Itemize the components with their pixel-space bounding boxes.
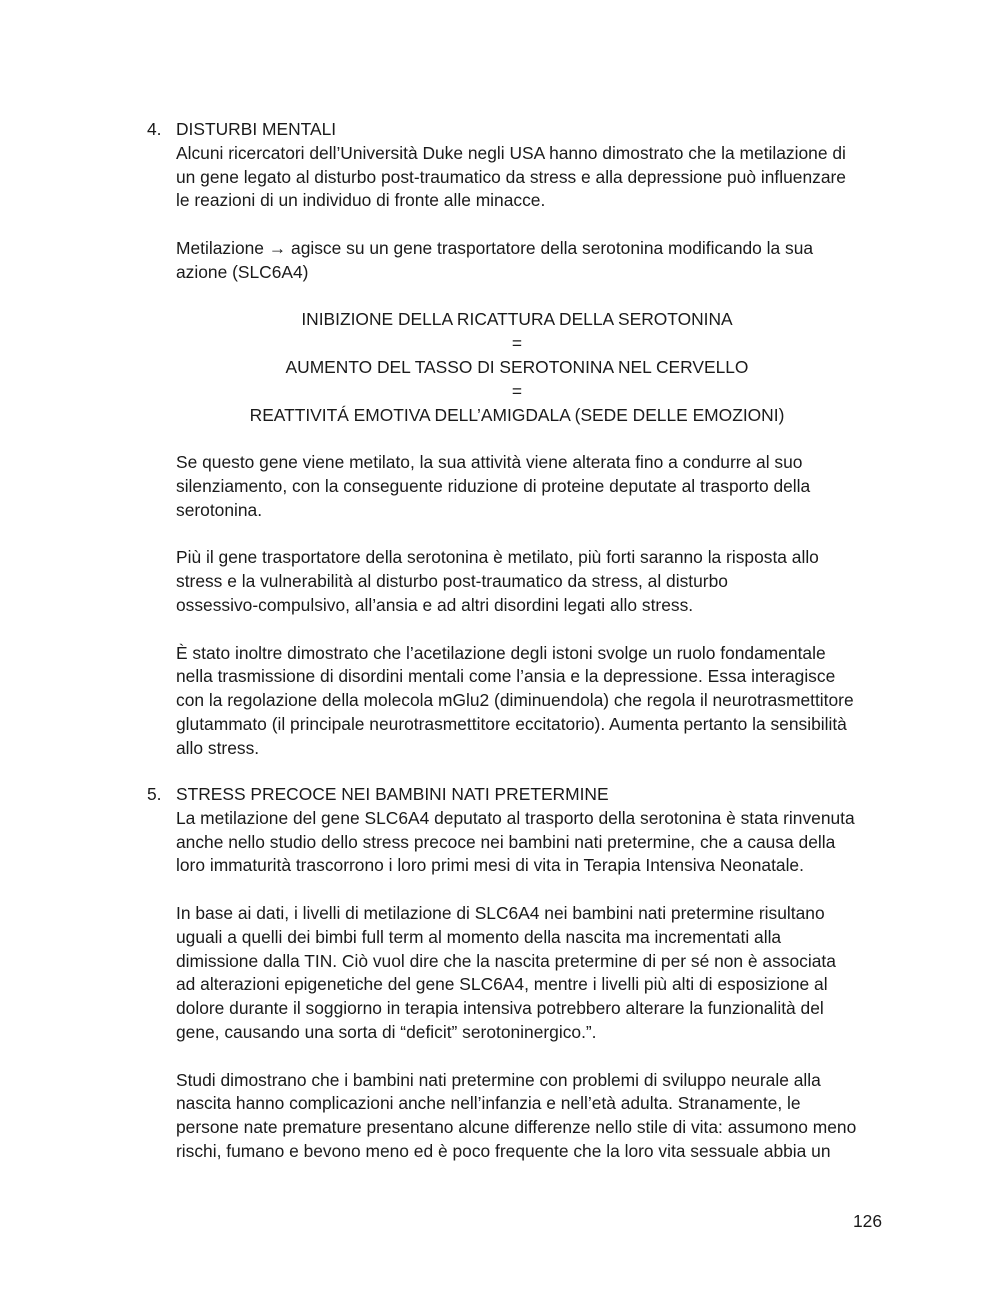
centered-equation-block bbox=[147, 308, 887, 427]
section-5 bbox=[147, 783, 887, 1164]
section-number: 5. bbox=[147, 784, 162, 804]
page-number: 126 bbox=[852, 1211, 882, 1231]
centered-line: REATTIVITÁ EMOTIVA DELL’AMIGDALA (SEDE DELLE EMOZIONI) bbox=[249, 404, 785, 425]
paragraph: Se questo gene viene metilato, la sua attività viene alterata fino a condurre al suo silenziamento, con la conseguente riduzione di proteine deputate al trasporto della serotonina. bbox=[176, 452, 811, 520]
section-heading: STRESS PRECOCE NEI BAMBINI NATI PRETERMINE bbox=[176, 784, 609, 804]
centered-line: INIBIZIONE DELLA RICATTURA DELLA SEROTONINA bbox=[301, 309, 733, 330]
paragraph: Metilazione → agisce su un gene trasportatore della serotonina modificando la sua azione (SLC6A4) bbox=[176, 237, 814, 282]
paragraph: Più il gene trasportatore della serotonina è metilato, più forti saranno la risposta allo stress e la vulnerabilità al disturbo post-traumatico da stress, al disturbo ossessivo-compulsivo, all’ansia e ad altri disordini legati allo stress. bbox=[176, 547, 819, 615]
centered-line: AUMENTO DEL TASSO DI SEROTONINA NEL CERVELLO bbox=[285, 356, 749, 377]
paragraph: La metilazione del gene SLC6A4 deputato al trasporto della serotonina è stata rinvenuta anche nello studio dello stress precoce nei bambini nati pretermine, che a causa della loro immaturità trascorrono i loro primi mesi di vita in Terapia Intensiva Neonatale. bbox=[176, 807, 855, 876]
centered-line: = bbox=[511, 380, 523, 401]
paragraph: È stato inoltre dimostrato che l’acetilazione degli istoni svolge un ruolo fondamentale nella trasmissione di disordini mentali come l’ansia e la depressione. Essa interagisce con la regolazione della molecola mGlu2 (diminuendola) che regola il neurotrasmettitore glutammato (il principale neurotrasmettitore eccitatorio). Aumenta pertanto la sensibilità allo stress. bbox=[176, 642, 854, 758]
paragraph: Studi dimostrano che i bambini nati pretermine con problemi di sviluppo neurale alla nascita hanno complicazioni anche nell’infanzia e nell’età adulta. Stranamente, le persone nate premature presentano alcune differenze nello stile di vita: assumono meno rischi, fumano e bevono meno ed è poco frequente che la loro vita sessuale abbia un bbox=[176, 1069, 857, 1161]
paragraph: Alcuni ricercatori dell’Università Duke negli USA hanno dimostrato che la metilazione di un gene legato al disturbo post-traumatico da stress e alla depressione può influenzare le reazioni di un individuo di fronte alle minacce. bbox=[176, 142, 846, 211]
section-4 bbox=[147, 118, 887, 761]
paragraph: In base ai dati, i livelli di metilazione di SLC6A4 nei bambini nati pretermine risultano uguali a quelli dei bimbi full term al momento della nascita ma incrementati alla dimissione dalla TIN. Ciò vuol dire che la nascita pretermine di per sé non è associata ad alterazioni epigenetiche del gene SLC6A4, mentre i livelli più alti di esposizione al dolore durante il soggiorno in terapia intensiva potrebbero alterare la funzionalità del gene, causando una sorta di “deficit” serotoninergico.”. bbox=[176, 902, 836, 1042]
section-heading: DISTURBI MENTALI bbox=[176, 119, 337, 139]
centered-line: = bbox=[511, 333, 523, 354]
section-number: 4. bbox=[147, 119, 162, 139]
